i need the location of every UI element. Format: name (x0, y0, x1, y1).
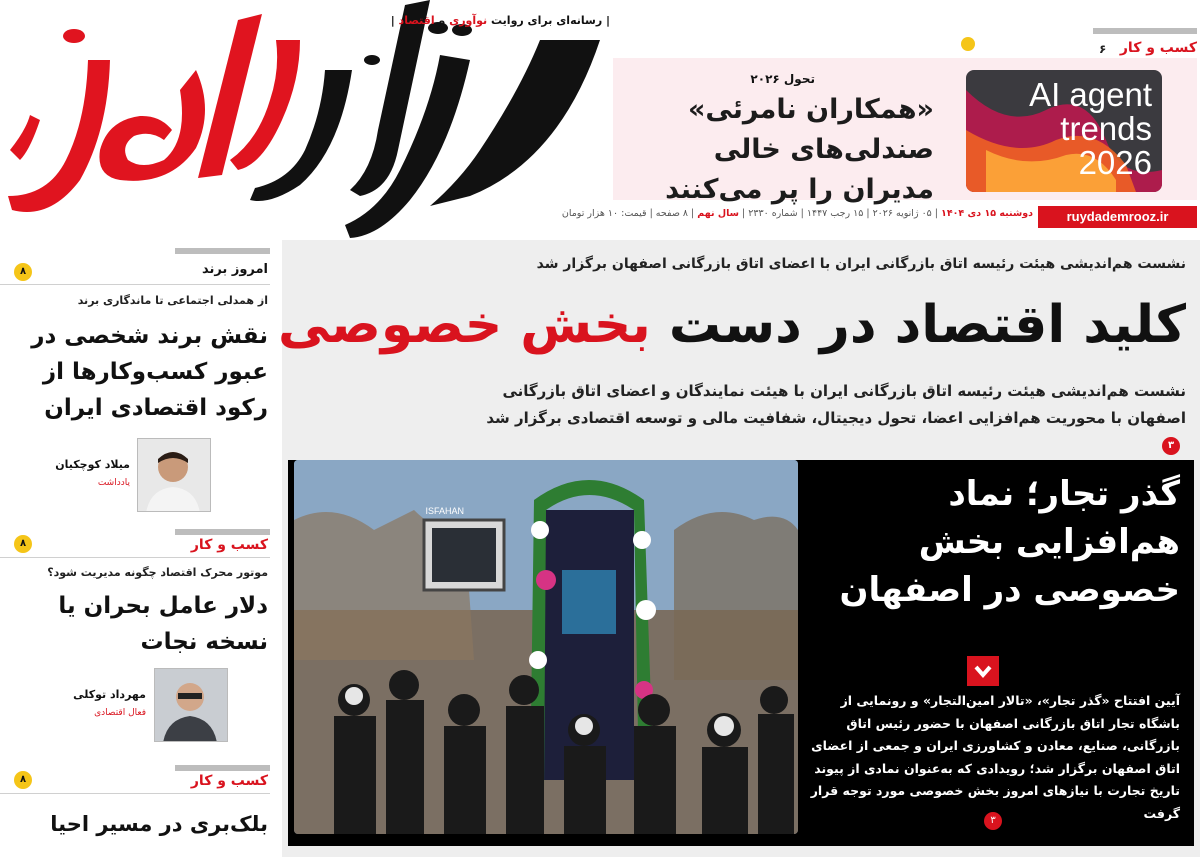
feature-block (288, 460, 1194, 846)
site-url-link[interactable]: ruydademrooz.ir (1038, 206, 1197, 228)
article-title[interactable]: نقش برند شخصی در عبور کسب‌وکارها از رکود اقتصادی ایران (31, 323, 268, 421)
publication-year: سال نهم (697, 208, 740, 219)
promo-image-text: AI agent trends 2026 (1029, 76, 1152, 181)
section-rule (175, 248, 270, 254)
main-headline[interactable] (278, 290, 1186, 360)
lead-text: نشست هم‌اندیشی هیئت رئیسه اتاق بازرگانی ایران با هیئت نمایندگان و اعضای اتاق بازرگانی اصفهان با محوریت هم‌افزایی اعضا، تحول دیجیتال، شفافیت مالی و توسعه اقتصادی برگزار شد (486, 382, 1186, 427)
headline-black: کلید اقتصاد در دست (650, 295, 1186, 355)
promo-section-header (1093, 28, 1197, 58)
tagline-and: و (434, 14, 450, 27)
logo-calligraphy-icon (0, 0, 612, 238)
headline-red: بخش خصوصی (278, 295, 651, 355)
date-persian: دوشنبه ۱۵ دی ۱۴۰۴ (941, 208, 1033, 219)
feature-page-badge: ۳ (984, 812, 1002, 830)
section-rule (175, 765, 270, 771)
author-photo (154, 668, 228, 742)
tagline-suffix: | (390, 14, 399, 27)
article-title[interactable]: دلار عامل بحران یا نسخه نجات (58, 593, 268, 655)
main-lead (466, 378, 1186, 459)
promo-section-label[interactable]: کسب و کار (1119, 40, 1197, 56)
page-number-badge: ۸ (14, 771, 32, 789)
feature-title[interactable]: گذر تجار؛ نماد هم‌افزایی بخش خصوصی در اصفهان (839, 474, 1180, 610)
divider (0, 284, 270, 285)
tagline-prefix: | رسانه‌ای برای روایت (487, 14, 610, 27)
date-rest: | ۰۵ ژانویه ۲۰۲۶ | ۱۵ رجب ۱۴۴۷ | شماره ۲۳۳۰ | (739, 208, 942, 219)
main-story (278, 240, 1200, 857)
author-role: یادداشت (97, 478, 130, 488)
tagline-innovation: نوآوری (449, 14, 488, 27)
article-title[interactable]: بلک‌بری در مسیر احیا (50, 812, 268, 836)
sidebar (0, 248, 270, 857)
masthead (0, 0, 1200, 240)
divider (0, 793, 270, 794)
article-kicker: از همدلی اجتماعی تا ماندگاری برند (77, 294, 268, 307)
promo-page-number: ۶ (1099, 42, 1107, 56)
page-number-badge: ۸ (14, 535, 32, 553)
author-photo (137, 438, 211, 512)
section-rule (175, 529, 270, 535)
section-label-business[interactable]: کسب و کار (190, 773, 268, 789)
author-name: میلاد کوچکیان (55, 458, 130, 471)
author-role: فعال اقتصادی (94, 708, 146, 718)
person-avatar-icon (154, 669, 227, 742)
divider (0, 557, 270, 558)
main-kicker: نشست هم‌اندیشی هیئت رئیسه اتاق بازرگانی ایران با اعضای اتاق بازرگانی اصفهان برگزار شد (536, 256, 1186, 272)
feature-photo[interactable] (294, 460, 798, 834)
lead-page-badge: ۳ (1162, 437, 1180, 455)
article-kicker: موتور محرک اقتصاد چگونه مدیریت شود؟ (47, 566, 268, 579)
section-label-brand[interactable]: امروز برند (201, 262, 268, 277)
promo-kicker: تحول ۲۰۲۶ (750, 72, 815, 86)
date-tail: | ۸ صفحه | قیمت: ۱۰ هزار تومان (561, 208, 698, 219)
page-number-badge: ۸ (14, 263, 32, 281)
tagline (390, 14, 610, 32)
promo-dot-icon (961, 37, 975, 51)
chevron-down-icon (967, 656, 999, 686)
tagline-economy: اقتصاد (398, 14, 435, 27)
promo-headline[interactable]: «همکاران نامرئی» صندلی‌های خالی مدیران را پر می‌کنند (665, 94, 934, 205)
sign-text: ISFAHAN (425, 506, 464, 516)
person-avatar-icon (137, 439, 210, 512)
promo-image[interactable] (966, 70, 1162, 192)
feature-body: آیین افتتاح «گذر تجار»، «تالار امین‌التجار» و رونمایی از باشگاه تجار اتاق بازرگانی اصفهان با حضور رئیس اتاق بازرگانی، صنایع، معادن و کشاورزی ایران و جمعی از اعضای اتاق اصفهان برگزار شد؛ رویدادی که به‌عنوان نمادی از پیوند تاریخ تجارت با نیازهای امروز بخش خصوصی مورد توجه قرار گرفت (810, 693, 1180, 821)
section-label-business[interactable]: کسب و کار (190, 537, 268, 553)
ceremony-photo-icon (294, 460, 798, 834)
newspaper-logo[interactable] (0, 0, 612, 238)
dateline (561, 208, 1033, 219)
author-name: مهرداد توکلی (73, 688, 146, 701)
